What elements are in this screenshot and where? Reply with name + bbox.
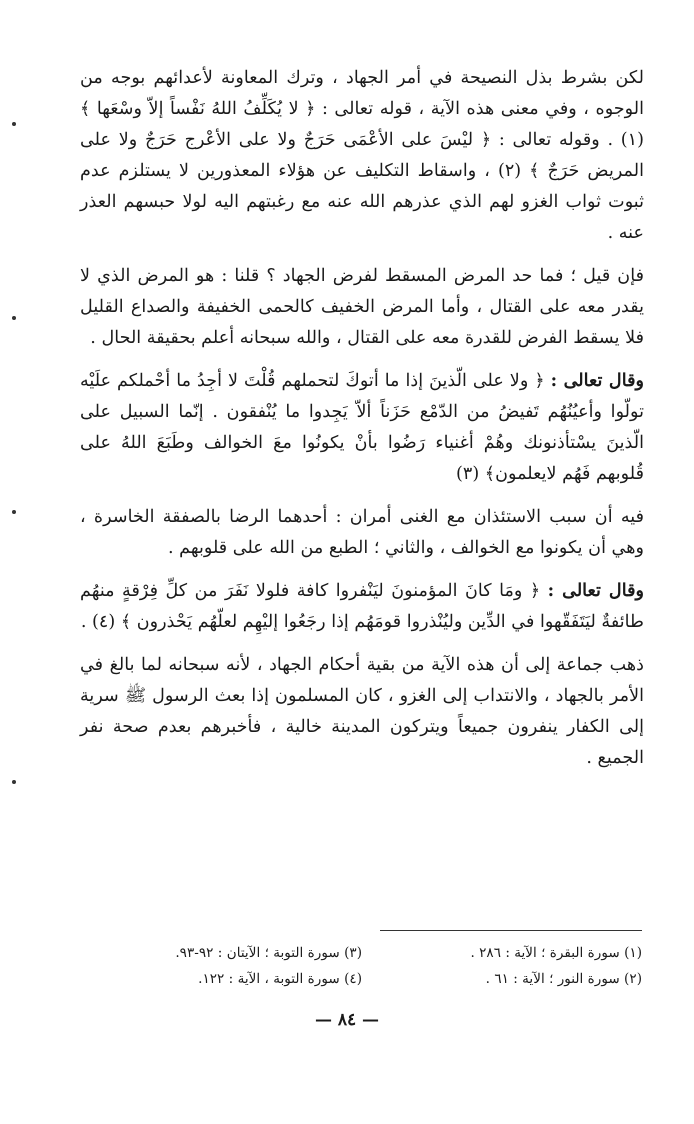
footnote: (٣) سورة التوبة ؛ الآيتان : ٩٢-٩٣. <box>175 945 362 961</box>
margin-mark <box>12 316 16 320</box>
paragraph-5 <box>80 575 644 638</box>
paragraph-4 <box>80 501 644 564</box>
paragraph-lead: وقال تعالى : <box>550 370 644 391</box>
footnote-row <box>82 940 642 966</box>
paragraph-1 <box>80 62 644 249</box>
paragraph-text: ﴿ ومَا كانَ المؤمنونَ ليَنْفروا كافة فلولا نَفَرَ من كلِّ فِرْقةٍ منهُم طائفةٌ ليَتَفَقّهوا في الدِّين وليُنْذروا قومَهُم إذا رجَعُوا إليْهِم لعلّهُم يَحْذرون ﴾ (٤) . <box>80 581 644 632</box>
paragraph-3 <box>80 365 644 490</box>
paragraph-6 <box>80 649 644 774</box>
footnote-divider <box>380 930 642 931</box>
paragraph-2 <box>80 260 644 354</box>
footnote-row <box>82 966 642 992</box>
footnote: (١) سورة البقرة ؛ الآية : ٢٨٦ . <box>470 945 642 961</box>
paragraph-lead: وقال تعالى : <box>547 580 644 601</box>
paragraph-text: فإن قيل ؛ فما حد المرض المسقط لفرض الجهاد ؟ قلنا : هو المرض الذي لا يقدر معه على القتال ، وأما المرض الخفيف كالحمى الخفيفة والصداع القليل فلا يسقط الفرض للقدرة معه على القتال ، والله سبحانه أعلم بحقيقة الحال . <box>80 266 644 348</box>
page-number: — ٨٤ — <box>314 1010 380 1030</box>
margin-mark <box>12 780 16 784</box>
paragraph-text: لكن بشرط بذل النصيحة في أمر الجهاد ، وترك المعاونة لأعدائهم بوجه من الوجوه ، وفي معنى هذه الآية ، قوله تعالى : ﴿ لا يُكَلِّفُ اللهُ نَفْساً إلاّ وسْعَها ﴾ (١) . وقوله تعالى : ﴿ ليْسَ على الأعْمَى حَرَجٌ ولا على الأعْرج حَرَجٌ ولا على المريض حَرَجٌ ﴾ (٢) ، واسقاط التكليف عن هؤلاء المعذورين لا يستلزم عدم ثبوت ثواب الغزو لهم الذي عذرهم الله عنه مع رغبتهم اليه لولا حبسهم العذر عنه . <box>80 68 644 243</box>
paragraph-text: ذهب جماعة إلى أن هذه الآية من بقية أحكام الجهاد ، لأنه سبحانه لما بالغ في الأمر بالجهاد ، والانتداب إلى الغزو ، كان المسلمون إذا بعث الرسول ﷺ سرية إلى الكفار ينفرون جميعاً ويتركون المدينة خالية ، فأخبرهم بعدم صحة نفر الجميع . <box>80 655 644 768</box>
paragraph-text: ﴿ ولا على الّذينَ إذا ما أتوكَ لتحملهم قُلْتَ لا أجِدُ ما أحْملكم علَيْه تولّوا وأعيُنُهُم تَفيضُ من الدّمْع حَزَناً ألاّ يَجِدوا ما يُنْفقون . إنّما السبيل على الّذينَ يسْتأذنونك وهُمْ أغنياء رَضُوا بأنْ يكونُوا معَ الخوالف وطَبَعَ اللهُ على قُلوبهم فَهُم لايعلمون﴾ (٣) <box>80 371 644 484</box>
paragraph-text: فيه أن سبب الاستئذان مع الغنى أمران : أحدهما الرضا بالصفقة الخاسرة ، وهي أن يكونوا مع الخوالف ، والثاني ؛ الطبع من الله على قلوبهم . <box>80 507 644 558</box>
margin-mark <box>12 122 16 126</box>
footnotes <box>82 940 642 992</box>
margin-mark <box>12 510 16 514</box>
body-text <box>80 62 644 785</box>
footnote: (٤) سورة التوبة ، الآية : ١٢٢. <box>198 971 362 987</box>
footnote: (٢) سورة النور ؛ الآية : ٦١ . <box>485 971 642 987</box>
